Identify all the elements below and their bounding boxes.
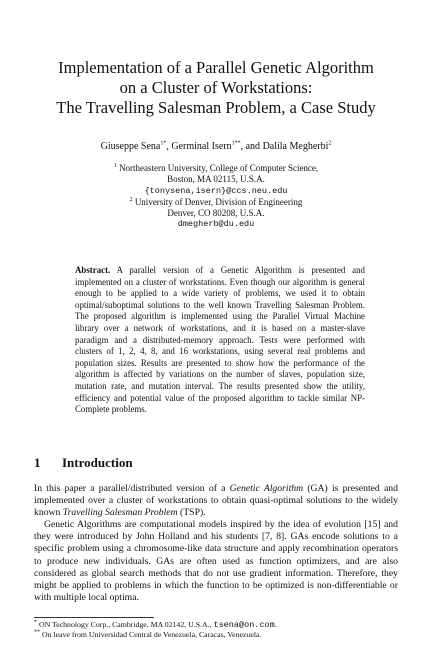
affiliation-address: Boston, MA 02115, U.S.A. (167, 174, 265, 185)
body-paragraph (34, 483, 398, 519)
author-name: Germinal Isern (171, 141, 232, 152)
author-name: Dalila Megherbi (262, 141, 329, 152)
affiliation-marker: 1 (113, 163, 117, 169)
footnote-text: . (274, 620, 277, 629)
affiliation-text: University of Denver, Division of Engineering (134, 196, 303, 207)
affiliation-address: Denver, CO 80208, U.S.A. (167, 208, 265, 219)
emphasized-term: Genetic Algorithm (229, 483, 304, 494)
affiliation-marker: 2 (129, 196, 133, 203)
abstract (75, 265, 365, 416)
author-list (20, 141, 412, 153)
author-separator: , and (240, 141, 263, 152)
body-text-run: In this paper a parallel/distributed version of a (34, 483, 230, 494)
title-line-1: Implementation of a Parallel Genetic Algorithm (58, 58, 374, 77)
author-name: Giuseppe Sena (100, 141, 161, 152)
footnote-text: On leave from Universidad Central de Venezuela, Caracas, Venezuela. (41, 630, 262, 639)
abstract-label: Abstract. (75, 265, 111, 275)
footnote-text: ON Technology Corp., Cambridge, MA 02142, U.S.A., (38, 620, 214, 629)
abstract-text: A parallel version of a Genetic Algorithm is presented and implemented on a cluster of workstations. Even though our algorithm is general enough to be applied to a wide variety of problems, we used it to obtain optimal/suboptimal solutions to the well known Travelling Salesman Problem. The proposed algorithm is implemented using the Parallel Virtual Machine library over a network of workstations, and it is based on a master-slave paradigm and a distributed-memory approach. Tests were performed with clusters of 1, 2, 4, 8, and 16 workstations, using several real problems and population sizes. Results are presented to show how the performance of the algorithm is affected by variations on the number of slaves, population size, mutation rate, and mutation interval. The results presented show the utility, efficiency and potential value of the proposed algorithm to tackle similar NP-Complete problems. (75, 265, 365, 415)
affiliation-email: dmegherb@du.edu (177, 219, 255, 230)
footnote-marker: * (34, 619, 37, 626)
body-text-run: (GA) is presented and implemented over a cluster of workstations to obtain quasi-optimal solutions to the widely known (34, 483, 398, 519)
affiliation-line (20, 163, 412, 174)
section-number: 1 (34, 455, 41, 470)
affiliation-email: {tonysena,isern}@ccs.neu.edu (144, 185, 288, 196)
paper-title (20, 58, 412, 118)
affiliation-text: Northeastern University, College of Computer Science, (119, 163, 319, 173)
section-title: Introduction (62, 455, 133, 470)
footnote-email: tsena@on.com (213, 620, 275, 630)
footnote-divider (34, 617, 154, 618)
body-paragraph: Genetic Algorithms are computational models inspired by the idea of evolution [15] and they were introduced by John Holland and his students [7, 8]. GAs encode solutions to a specific problem using a chromosome-like data structure and apply recombination operators to produce new individuals. GAs are often used as function optimizers, and are also considered as global search methods that do not use gradient information. Therefore, they might be applied to problems in which the function to be optimized is non-differentiable or with multiple local optima. (34, 519, 398, 603)
body-text-run: (TSP). (177, 507, 206, 519)
introduction-body (34, 483, 398, 604)
emphasized-term: Travelling Salesman Problem (62, 507, 178, 519)
affiliations (20, 163, 412, 231)
author-marker: 2 (328, 140, 332, 147)
footnote (34, 620, 414, 630)
footnote-marker: ** (34, 629, 40, 636)
footnotes (34, 620, 414, 640)
title-line-2: on a Cluster of Workstations: (119, 78, 313, 97)
title-line-3: The Travelling Salesman Problem, a Case Study (56, 98, 376, 117)
author-marker: 1** (231, 140, 241, 147)
footnote (34, 630, 414, 640)
affiliation-line (20, 197, 412, 208)
author-separator: , (166, 141, 172, 152)
section-heading (34, 455, 133, 471)
author-marker: 1* (160, 140, 167, 147)
